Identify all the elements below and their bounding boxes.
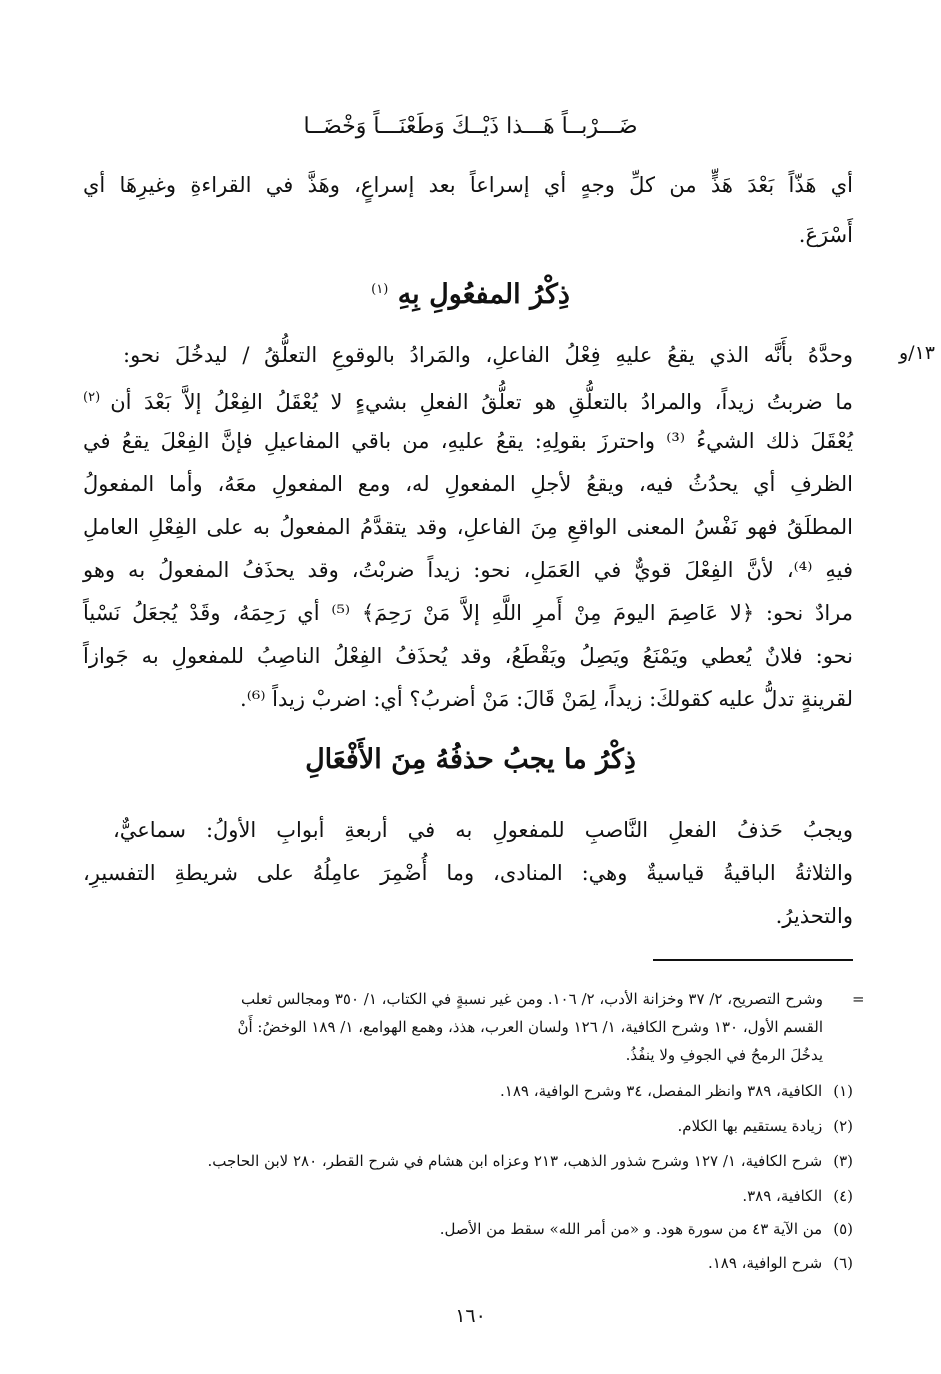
footnote-text: من الآية ٤٣ من سورة هود. و «من أمر الله» سقط من الأصل. — [439, 1220, 823, 1238]
heading-text: ذِكْرُ المفعُولِ بِهِ — [397, 279, 570, 310]
section-heading — [0, 272, 941, 313]
footnote-text: شرح الوافية، ١٨٩. — [707, 1254, 823, 1272]
intro-line: أي هَذّاً بَعْدَ هَذٍّ من كلِّ وجهٍ أي إسراعاً بعد إسراعٍ، وهَذَّ في القراءةِ وغيرِهَا أي — [83, 173, 853, 197]
body-line: الظرفِ أي يحدُثُ فيه، ويقعُ لأجلِ المفعولِ له، ومع المفعولِ معَهُ، وأما المفعولُ — [83, 472, 853, 496]
footnote-continuation-line: القسم الأول، ١٣٠ وشرح الكافية، ١/ ١٢٦ ولسان العرب، هذذ، وهمع الهوامع، ١/ ١٨٩ الوخضُ: أَنْ — [237, 1018, 823, 1036]
footnote-text: الكافية، ٣٨٩. — [742, 1187, 823, 1205]
footnote-continuation-mark: = — [852, 990, 865, 1008]
body-line: المطلَقُ فهو نَفْسُ المعنى الواقعِ مِنَ الفاعلِ، وقد يتقدَّمُ المفعولُ به على الفِعْلِ العاملِ — [83, 515, 853, 539]
footnote — [63, 1115, 853, 1137]
manuscript-folio-marker: ١٣/و — [899, 342, 935, 364]
body-line: والتحذيرُ. — [775, 904, 853, 928]
footnote-number: (٦) — [833, 1254, 853, 1272]
footnote-number: (٤) — [833, 1187, 853, 1205]
footnote-ref: (١) — [371, 282, 389, 297]
footnote-number: (١) — [833, 1082, 853, 1100]
footnote — [63, 1218, 853, 1240]
body-line: والثلاثةُ الباقيةُ قياسيةٌ وهي: المنادى، وما أُضْمِرَ عامِلُهُ على شريطةِ التفسيرِ، — [83, 861, 853, 885]
body-line: مرادٌ نحو: ﴿لا عَاصِمَ اليومَ مِنْ أَمرِ اللَّهِ إلاَّ مَنْ رَحِمَ﴾ ⁽⁵⁾ أي رَحِمَهُ، وقَدْ يُجعَلُ نَسْياً — [83, 601, 853, 625]
footnote-text: زيادة يستقيم بها الكلام. — [677, 1117, 823, 1135]
body-line: فيهِ ⁽⁴⁾، لأنَّ الفِعْلَ قويٌّ في العَمَلِ، نحو: زيداً ضربْتُ، وقد يحذَفُ المفعولُ به وهو — [83, 558, 854, 582]
footnote — [63, 1185, 853, 1207]
footnote-continuation-line: وشرح التصريح، ٢/ ٣٧ وخزانة الأدب، ٢/ ١٠٦. ومن غير نسبةٍ في الكتاب، ١/ ٣٥٠ ومجالس ثعلب — [240, 990, 823, 1008]
footnote-ref: (٢) — [83, 390, 111, 405]
section-heading — [0, 742, 941, 778]
body-line: ويجبُ حَذفُ الفعلِ النَّاصبِ للمفعولِ به في أربعةِ أبوابِ الأولُ: سماعيٌّ، — [113, 818, 853, 842]
footnote — [63, 1252, 853, 1274]
page-number: ١٦٠ — [455, 1305, 486, 1327]
body-line: لقرينةٍ تدلُّ عليه كقولكَ: زيداً، لِمَنْ قَالَ: مَنْ أضربُ؟ أي: اضربْ زيداً ⁽⁶⁾. — [240, 687, 853, 711]
footnote-number: (٣) — [833, 1152, 853, 1170]
intro-line: أَسْرَعَ. — [798, 223, 853, 247]
body-line: نحو: فلانٌ يُعطي ويَمْنَعُ ويَصِلُ ويَقْطَعُ، وقد يُحذَفُ الفِعْلُ الناصِبُ للمفعولِ به جَوازاً — [83, 644, 853, 668]
body-line: وحدَّهُ بأَنَّه الذي يقعُ عليهِ فِعْلُ الفاعلِ، والمَرادُ بالوقوعِ التعلُّقُ / ليدخُلَ نحو: — [123, 343, 853, 367]
footnote-text: شرح الكافية، ١/ ١٢٧ وشرح شذور الذهب، ٢١٣ وعزاه ابن هشام في شرح القطر، ٢٨٠ لابن الحاجب. — [207, 1152, 823, 1170]
footnote — [63, 1150, 853, 1172]
footnote-number: (٢) — [833, 1117, 853, 1135]
footnote-continuation-line: يدخُلَ الرمحُ في الجوفِ ولا ينفُذُ. — [625, 1046, 823, 1064]
body-line: ما ضربتُ زيداً، والمرادُ بالتعلُّقِ هو تعلُّقُ الفعلِ بشيءٍ لا يُعْقَلُ الفِعْلُ إلاَّ بَعْدَ أن $^{(٢)}$ — [83, 390, 853, 414]
heading-text: ذِكْرُ ما يجبُ حذفُهُ مِنَ الأَفْعَالِ — [305, 744, 636, 775]
footnote-text: الكافية، ٣٨٩ وانظر المفصل، ٣٤ وشرح الوافية، ١٨٩. — [500, 1082, 823, 1100]
footnote-separator — [653, 959, 853, 961]
footnote-number: (٥) — [833, 1220, 853, 1238]
poetry-verse: ضَـــرْبــاً هَـــذا ذَيْــكَ وَطَعْنَـــاً وَخْضَــا — [303, 114, 638, 139]
footnote — [63, 1080, 853, 1102]
body-line: يُعْقَلَ ذلك الشيءُ ⁽³⁾ واحترزَ بقولِهِ: يقعُ عليهِ، من باقي المفاعيلِ فإنَّ الفِعْلَ يقعُ في — [83, 429, 853, 453]
